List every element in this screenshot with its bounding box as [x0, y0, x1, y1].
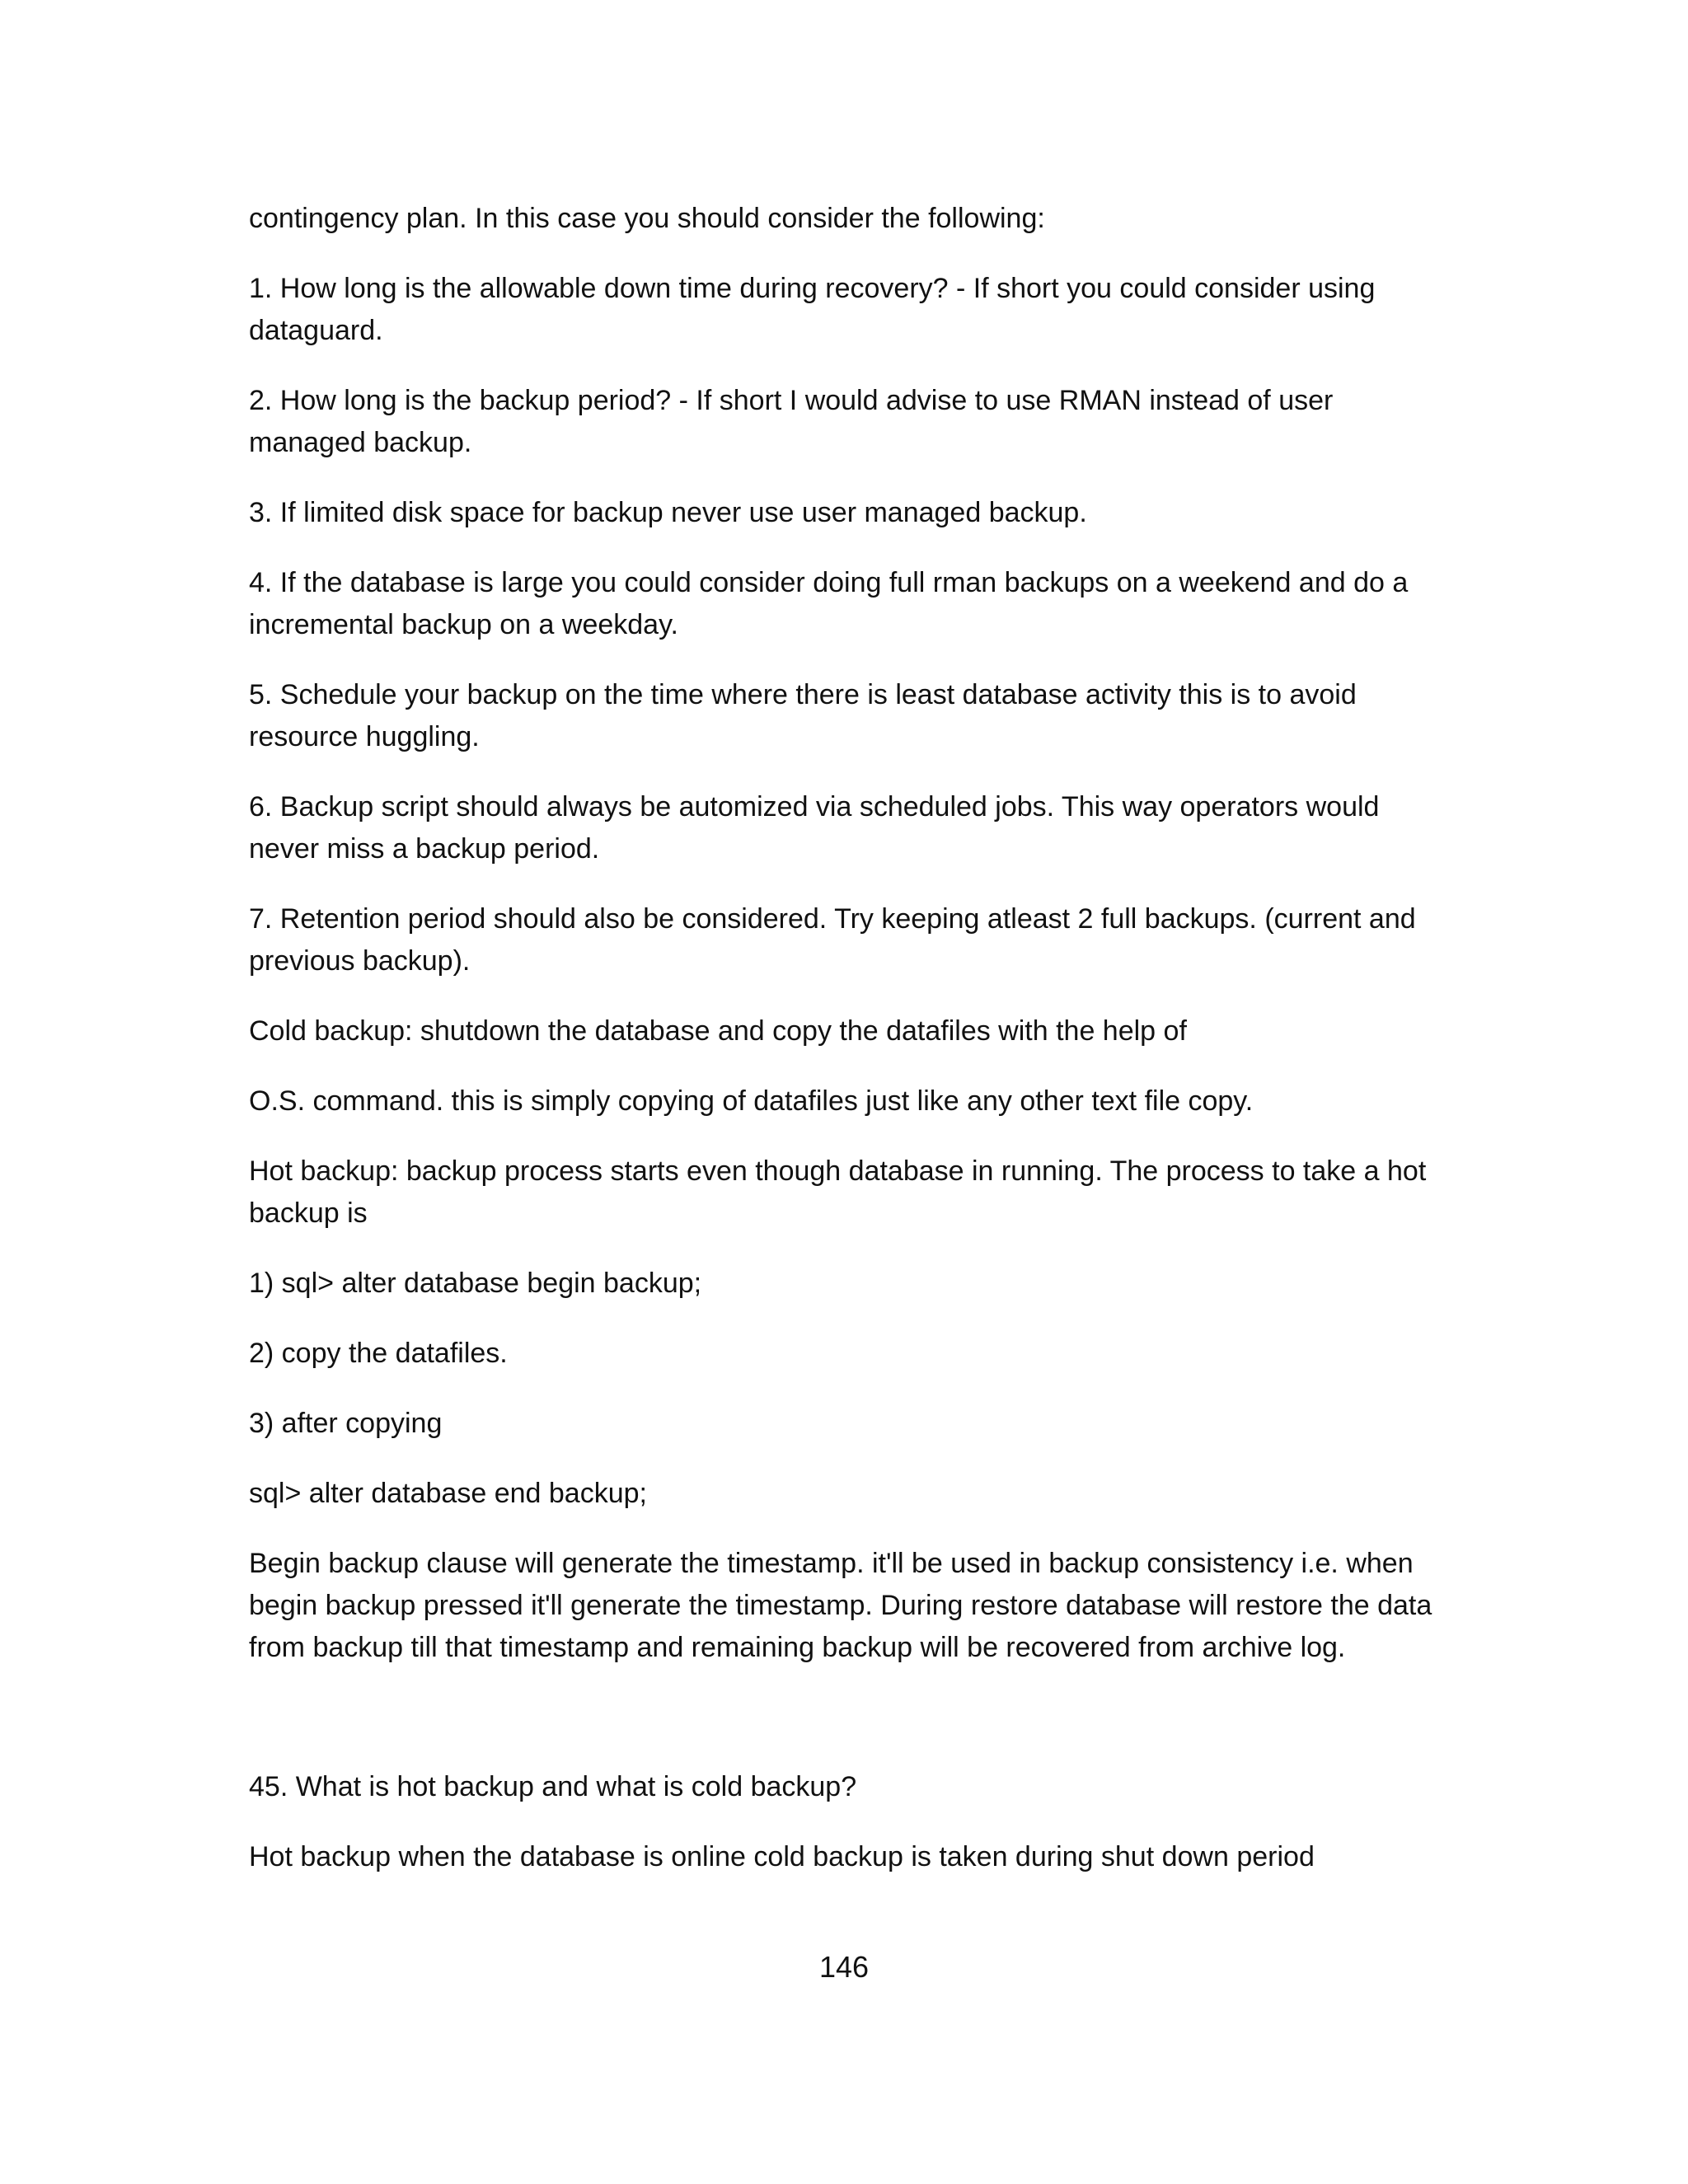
paragraph-18-line-1: Hot backup when the database is online cold backup is taken during shut down period: [249, 1841, 1315, 1872]
paragraph-11: [249, 1151, 1452, 1235]
paragraph-18: [249, 1836, 1452, 1878]
paragraph-3-line-1: 2. How long is the backup period? - If short I would advise to use RMAN instead of user: [249, 385, 1334, 416]
paragraph-1-line-1: contingency plan. In this case you should consider the following:: [249, 203, 1045, 234]
paragraph-8-line-2: previous backup).: [249, 945, 471, 977]
paragraph-9-line-1: Cold backup: shutdown the database and copy the datafiles with the help of: [249, 1015, 1187, 1047]
paragraph-5: [249, 562, 1452, 646]
paragraph-14: [249, 1403, 1452, 1445]
paragraph-9: [249, 1010, 1452, 1052]
paragraph-6-line-2: resource huggling.: [249, 721, 480, 752]
paragraph-11-line-2: backup is: [249, 1197, 368, 1229]
section-gap: [249, 1697, 1452, 1766]
paragraph-2: [249, 268, 1452, 352]
paragraph-11-line-1: Hot backup: backup process starts even though database in running. The process to take a hot: [249, 1155, 1427, 1187]
paragraph-2-line-2: dataguard.: [249, 315, 383, 346]
paragraph-13: [249, 1333, 1452, 1375]
paragraph-12-line-1: 1) sql> alter database begin backup;: [249, 1268, 702, 1299]
paragraph-10: [249, 1080, 1452, 1122]
paragraph-8-line-1: 7. Retention period should also be considered. Try keeping atleast 2 full backups. (current and: [249, 903, 1416, 935]
paragraph-16: [249, 1543, 1452, 1669]
paragraph-3: [249, 380, 1452, 464]
paragraph-10-line-1: O.S. command. this is simply copying of datafiles just like any other text file copy.: [249, 1085, 1254, 1117]
paragraph-16-line-2: begin backup pressed it'll generate the timestamp. During restore database will restore the data: [249, 1590, 1432, 1621]
paragraph-17: [249, 1766, 1452, 1808]
paragraph-13-line-1: 2) copy the datafiles.: [249, 1338, 508, 1369]
paragraph-2-line-1: 1. How long is the allowable down time during recovery? - If short you could consider using: [249, 273, 1376, 304]
paragraph-16-line-1: Begin backup clause will generate the timestamp. it'll be used in backup consistency i.e. when: [249, 1548, 1414, 1579]
paragraph-14-line-1: 3) after copying: [249, 1408, 443, 1439]
paragraph-1: [249, 198, 1452, 240]
paragraph-5-line-2: incremental backup on a weekday.: [249, 609, 679, 640]
paragraph-3-line-2: managed backup.: [249, 427, 472, 458]
paragraph-15-line-1: sql> alter database end backup;: [249, 1478, 647, 1509]
paragraph-7: [249, 786, 1452, 870]
paragraph-5-line-1: 4. If the database is large you could consider doing full rman backups on a weekend and do a: [249, 567, 1409, 598]
paragraph-4: [249, 492, 1452, 534]
paragraph-17-line-1: 45. What is hot backup and what is cold backup?: [249, 1771, 857, 1802]
paragraph-15: [249, 1473, 1452, 1515]
page-body: [249, 198, 1452, 1906]
paragraph-16-line-3: from backup till that timestamp and remaining backup will be recovered from archive log.: [249, 1632, 1346, 1663]
paragraph-6: [249, 674, 1452, 758]
paragraph-8: [249, 898, 1452, 982]
paragraph-4-line-1: 3. If limited disk space for backup never use user managed backup.: [249, 497, 1087, 528]
paragraph-6-line-1: 5. Schedule your backup on the time where there is least database activity this is to avoid: [249, 679, 1357, 710]
page-number: 146: [818, 1950, 870, 1984]
paragraph-7-line-1: 6. Backup script should always be automized via scheduled jobs. This way operators would: [249, 791, 1380, 823]
paragraph-7-line-2: never miss a backup period.: [249, 833, 600, 865]
paragraph-12: [249, 1263, 1452, 1305]
